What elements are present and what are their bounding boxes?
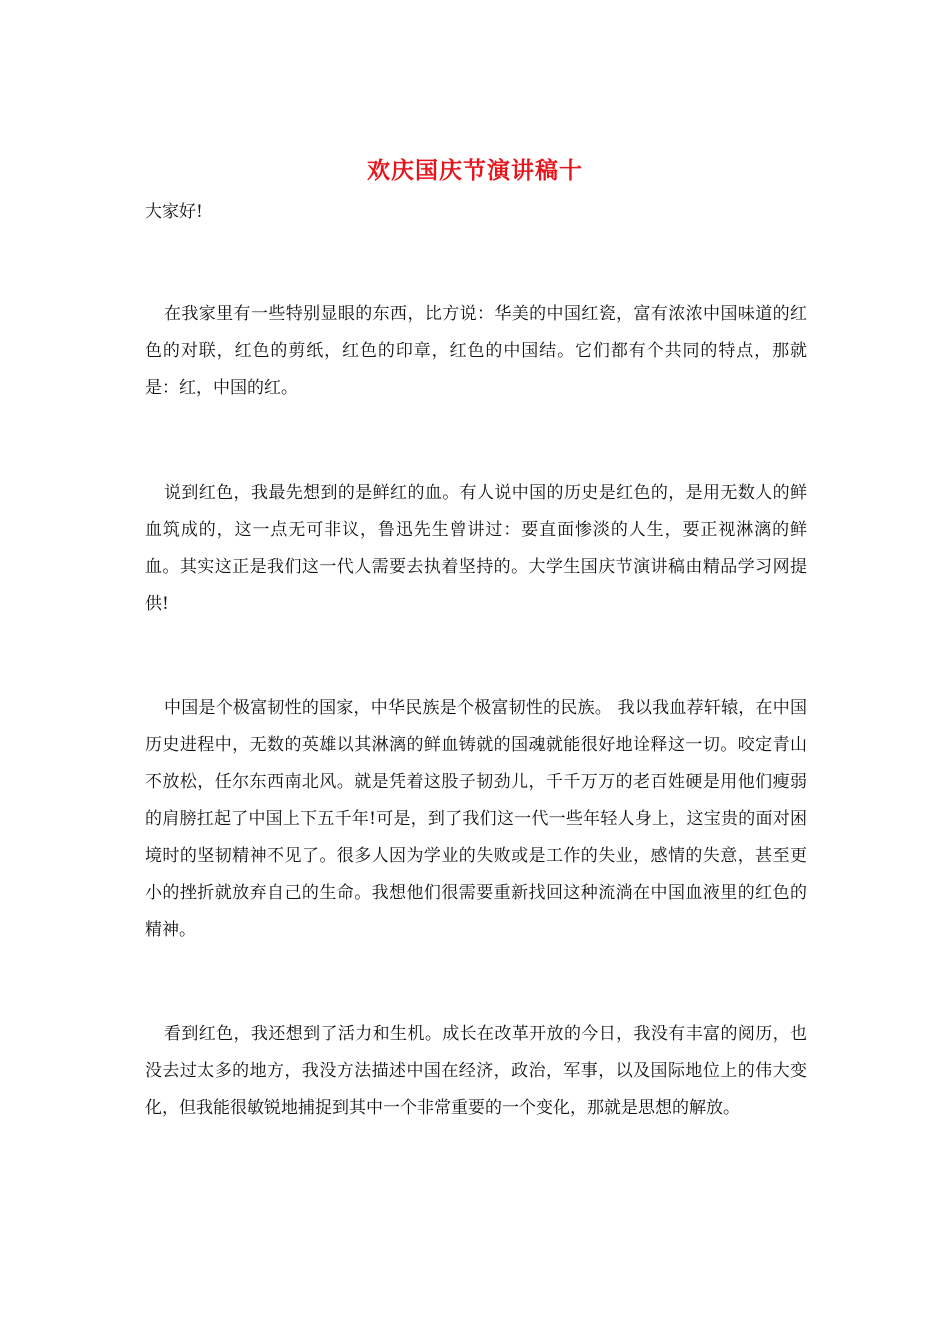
- paragraph-2: 说到红色，我最先想到的是鲜红的血。有人说中国的历史是红色的，是用无数人的鲜血筑成的，这一点无可非议，鲁迅先生曾讲过：要直面惨淡的人生，要正视淋漓的鲜血。其实这正是我们这一代人需要去执着坚持的。大学生国庆节演讲稿由精品学习网提供!: [145, 483, 807, 614]
- paragraph-1: 在我家里有一些特别显眼的东西，比方说：华美的中国红瓷，富有浓浓中国味道的红色的对联，红色的剪纸，红色的印章，红色的中国结。它们都有个共同的特点，那就是：红，中国的红。: [145, 304, 807, 398]
- greeting: 大家好!: [145, 202, 203, 222]
- page-title: 欢庆国庆节演讲稿十: [367, 157, 583, 184]
- paragraph-3: 中国是个极富韧性的国家，中华民族是个极富韧性的民族。 我以我血荐轩辕，在中国历史进程中，无数的英雄以其淋漓的鲜血铸就的国魂就能很好地诠释这一切。咬定青山不放松，任尔东西南北风。就是凭着这股子韧劲儿，千千万万的老百姓硬是用他们瘦弱的肩膀扛起了中国上下五千年!可是，到了我们这一代一些年轻人身上，这宝贵的面对困境时的坚韧精神不见了。很多人因为学业的失败或是工作的失业，感情的失意，甚至更小的挫折就放弃自己的生命。我想他们很需要重新找回这种流淌在中国血液里的红色的精神。: [145, 698, 807, 940]
- paragraph-4: 看到红色，我还想到了活力和生机。成长在改革开放的今日，我没有丰富的阅历，也没去过太多的地方，我没方法描述中国在经济，政治，军事，以及国际地位上的伟大变化，但我能很敏锐地捕捉到其中一个非常重要的一个变化，那就是思想的解放。: [145, 1024, 807, 1118]
